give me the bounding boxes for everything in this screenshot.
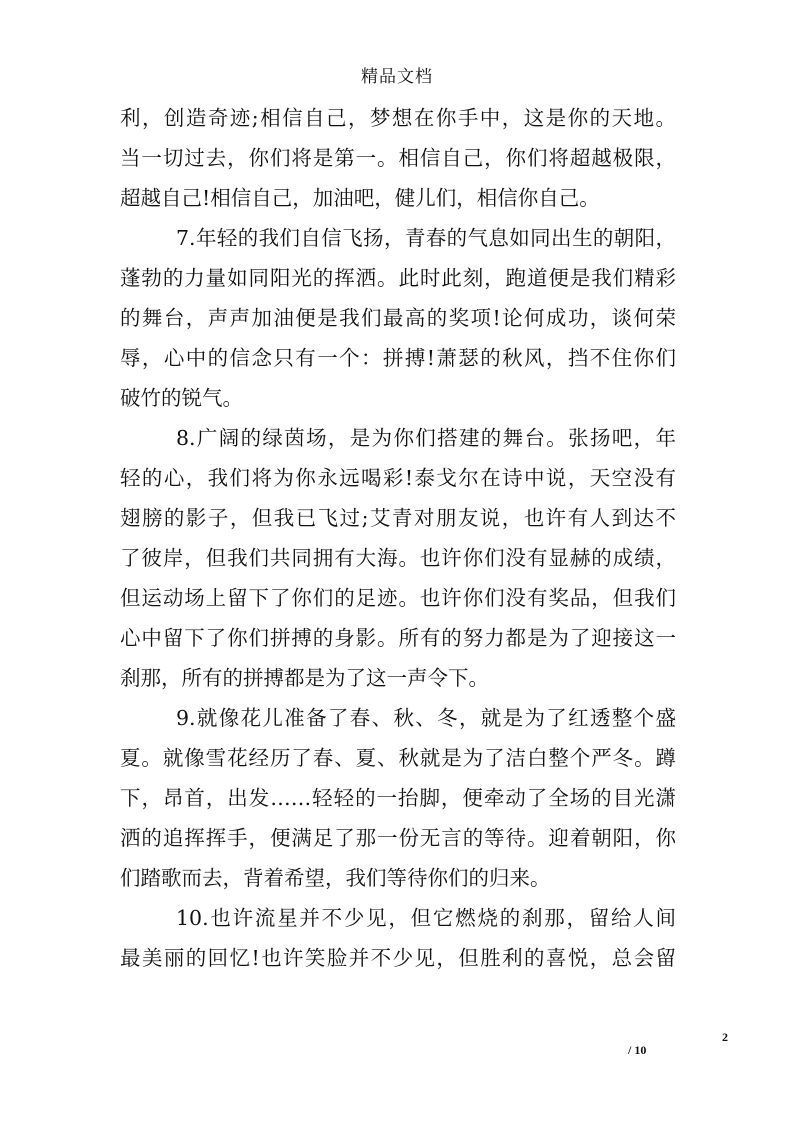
text-line: 破竹的锐气。 <box>120 386 243 410</box>
text-line: 当一切过去，你们将是第一。相信自己，你们将超越极限， <box>120 146 676 170</box>
text-line: 了彼岸，但我们共同拥有大海。也许你们没有显赫的成绩， <box>120 546 676 570</box>
page-number: 2 <box>722 1030 728 1044</box>
document-body <box>120 98 676 978</box>
text-line: 的舞台，声声加油便是我们最高的奖项!论何成功，谈何荣 <box>120 306 676 330</box>
text-line: 翅膀的影子，但我已飞过;艾青对朋友说，也许有人到达不 <box>120 506 676 530</box>
text-line: 夏。就像雪花经历了春、夏、秋就是为了洁白整个严冬。蹲 <box>120 746 676 770</box>
page-total: / 10 <box>628 1043 647 1057</box>
paragraph-start-line: 8.广阔的绿茵场，是为你们搭建的舞台。张扬吧，年 <box>176 426 676 450</box>
text-line: 最美丽的回忆!也许笑脸并不少见，但胜利的喜悦，总会留 <box>120 946 676 970</box>
paragraph-start-line: 10.也许流星并不少见，但它燃烧的刹那，留给人间 <box>176 906 676 930</box>
text-line: 辱，心中的信念只有一个：拼搏!萧瑟的秋风，挡不住你们 <box>120 346 676 370</box>
paragraph-start-line: 7.年轻的我们自信飞扬，青春的气息如同出生的朝阳， <box>176 226 676 250</box>
text-line: 们踏歌而去，背着希望，我们等待你们的归来。 <box>120 866 551 890</box>
text-line: 洒的追挥挥手，便满足了那一份无言的等待。迎着朝阳，你 <box>120 826 676 850</box>
text-line: 轻的心，我们将为你永远喝彩!泰戈尔在诗中说，天空没有 <box>120 466 676 490</box>
text-line: 超越自己!相信自己，加油吧，健儿们，相信你自己。 <box>120 186 600 210</box>
text-line: 下，昂首，出发……轻轻的一抬脚，便牵动了全场的目光潇 <box>120 786 676 810</box>
page-header-title: 精品文档 <box>361 67 433 87</box>
text-line: 利，创造奇迹;相信自己，梦想在你手中，这是你的天地。 <box>120 106 676 130</box>
paragraph-start-line: 9.就像花儿准备了春、秋、冬，就是为了红透整个盛 <box>176 706 676 730</box>
text-line: 刹那，所有的拼搏都是为了这一声令下。 <box>120 666 489 690</box>
text-line: 但运动场上留下了你们的足迹。也许你们没有奖品，但我们 <box>120 586 676 610</box>
text-line: 心中留下了你们拼搏的身影。所有的努力都是为了迎接这一 <box>120 626 676 650</box>
text-line: 蓬勃的力量如同阳光的挥洒。此时此刻，跑道便是我们精彩 <box>120 266 676 290</box>
